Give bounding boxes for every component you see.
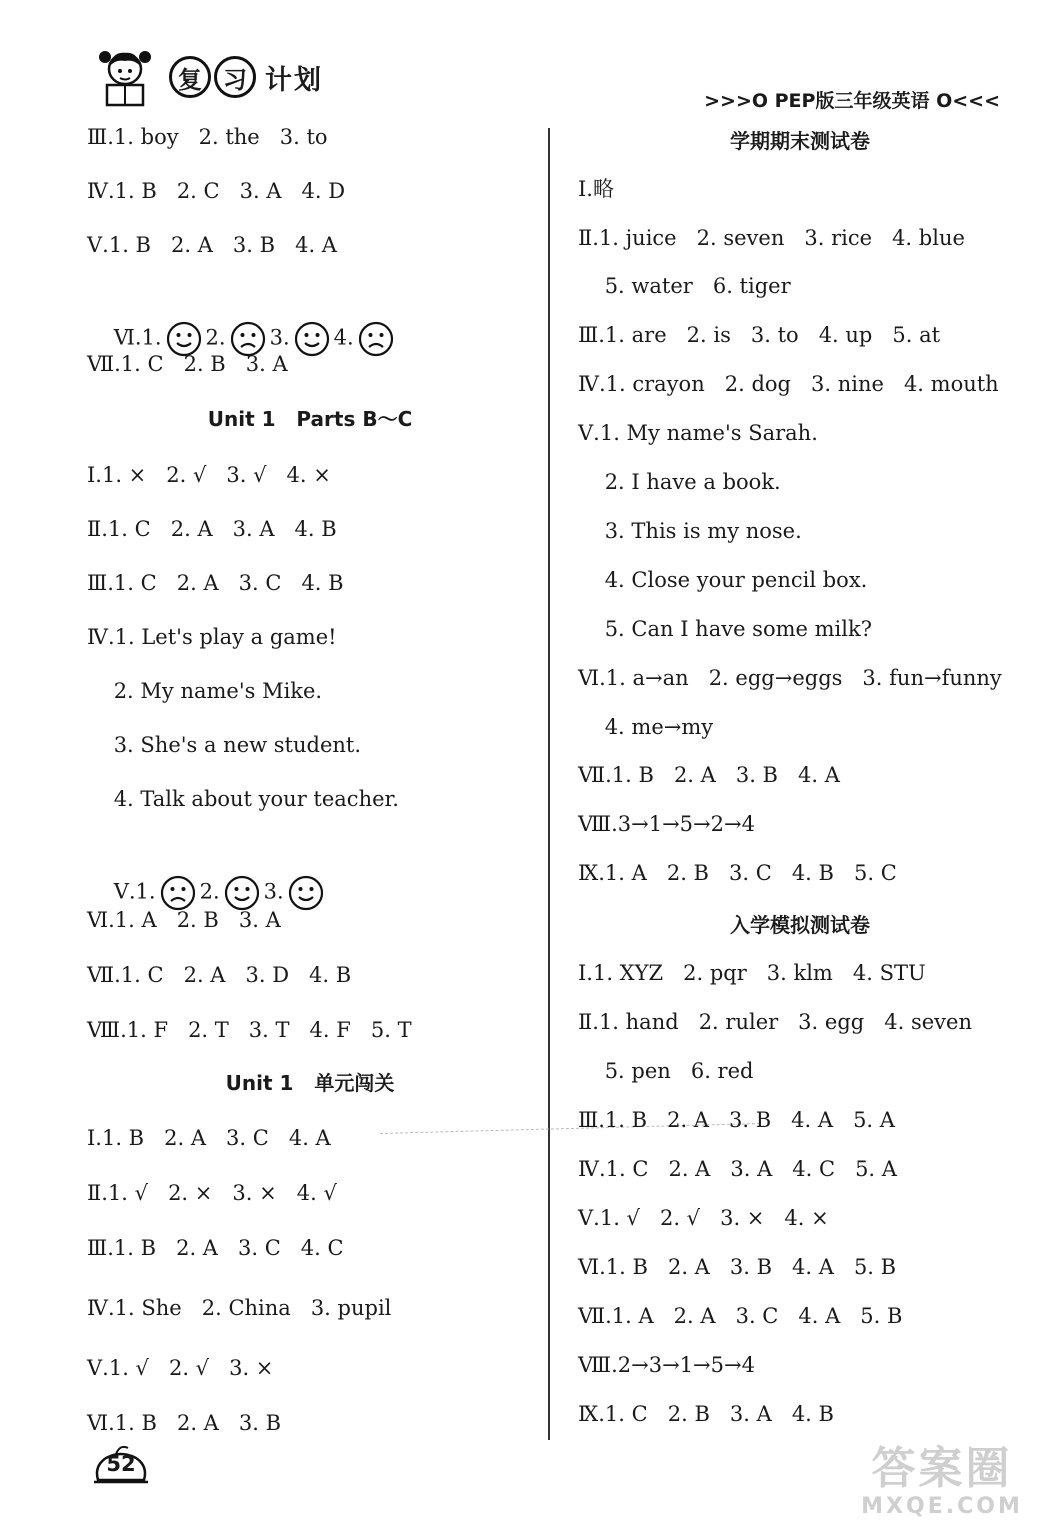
answer-line: 4. me→my [578, 715, 714, 739]
face-num: 3. [269, 325, 290, 350]
section-heading: Unit 1 单元闯关 [225, 1071, 395, 1095]
answer-line: Ⅱ.1. juice 2. seven 3. rice 4. blue [578, 226, 965, 250]
title-char-2: 习 [214, 56, 256, 98]
answer-line: 2. I have a book. [578, 470, 781, 494]
answer-line: Ⅸ.1. A 2. B 3. C 4. B 5. C [578, 861, 897, 885]
face-num: 2. [199, 879, 220, 904]
face-line-prefix: Ⅴ.1. [113, 879, 156, 904]
smiley-face-icon [288, 875, 324, 911]
column-divider [548, 128, 550, 1440]
answer-line: Ⅵ.1. A 2. B 3. A [87, 908, 281, 932]
answer-line: Ⅶ.1. C 2. A 3. D 4. B [87, 963, 352, 987]
answer-line: Ⅴ.1. My name's Sarah. [578, 421, 818, 445]
answer-line: Ⅲ.1. C 2. A 3. C 4. B [87, 571, 344, 595]
answer-line: Ⅰ.1. × 2. √ 3. √ 4. × [87, 463, 331, 487]
watermark-url: MXQE.COM [861, 1494, 1023, 1519]
answer-line: 4. Talk about your teacher. [87, 787, 399, 811]
watermark-logo-text: 答案圈 [871, 1443, 1013, 1494]
answer-line: Ⅷ.1. F 2. T 3. T 4. F 5. T [87, 1018, 412, 1042]
face-line-prefix: Ⅵ.1. [113, 325, 162, 350]
book-title [169, 56, 323, 98]
section-heading: 学期期末测试卷 [730, 129, 870, 153]
face-num: 2. [205, 325, 226, 350]
answer-line: Ⅵ.1. a→an 2. egg→eggs 3. fun→funny [578, 666, 1002, 690]
answer-line: Ⅶ.1. A 2. A 3. C 4. A 5. B [578, 1304, 903, 1328]
answer-line: Ⅳ.1. Let's play a game! [87, 625, 337, 649]
answer-line: Ⅸ.1. C 2. B 3. A 4. B [578, 1402, 834, 1426]
answer-line: Ⅰ.1. B 2. A 3. C 4. A [87, 1126, 331, 1150]
section-heading: Unit 1 Parts B～C [207, 407, 413, 431]
answer-line: Ⅵ.1. B 2. A 3. B [87, 1411, 282, 1435]
answer-line: Ⅲ.1. boy 2. the 3. to [87, 125, 328, 149]
answer-line: Ⅲ.1. B 2. A 3. B 4. A 5. A [578, 1108, 895, 1132]
answer-line: Ⅳ.1. C 2. A 3. A 4. C 5. A [578, 1157, 897, 1181]
answer-line: 5. water 6. tiger [578, 274, 791, 298]
face-num: 4. [333, 325, 354, 350]
answer-line: 2. My name's Mike. [87, 679, 323, 703]
answer-line: Ⅴ.1. √ 2. √ 3. × 4. × [578, 1206, 829, 1230]
answer-line: Ⅰ.略 [578, 177, 614, 201]
answer-line: Ⅰ.1. XYZ 2. pqr 3. klm 4. STU [578, 961, 926, 985]
answer-line: 5. Can I have some milk? [578, 617, 872, 641]
answer-line: 4. Close your pencil box. [578, 568, 868, 592]
answer-line: Ⅴ.1. √ 2. √ 3. × [87, 1356, 274, 1380]
section-heading: 入学模拟测试卷 [730, 913, 870, 937]
answer-line: Ⅶ.1. C 2. B 3. A [87, 352, 288, 376]
title-char-1: 复 [169, 56, 211, 98]
answer-line: Ⅳ.1. crayon 2. dog 3. nine 4. mouth [578, 372, 999, 396]
series-label: >>>O PEP版三年级英语 O<<< [704, 90, 1000, 112]
answer-line: 5. pen 6. red [578, 1059, 754, 1083]
girl-reading-icon [95, 45, 155, 109]
answer-line: Ⅷ.2→3→1→5→4 [578, 1353, 755, 1377]
answer-line: Ⅱ.1. √ 2. × 3. × 4. √ [87, 1181, 337, 1205]
answer-line: Ⅵ.1. B 2. A 3. B 4. A 5. B [578, 1255, 897, 1279]
answer-line: Ⅴ.1. B 2. A 3. B 4. A [87, 233, 337, 257]
answer-line: Ⅱ.1. hand 2. ruler 3. egg 4. seven [578, 1010, 972, 1034]
answer-line: Ⅷ.3→1→5→2→4 [578, 812, 755, 836]
smiley-face-icon [294, 321, 330, 357]
sad-face-icon [358, 321, 394, 357]
answer-line: Ⅳ.1. B 2. C 3. A 4. D [87, 179, 346, 203]
answer-line: 3. She's a new student. [87, 733, 362, 757]
title-rest: 计划 [265, 64, 323, 96]
answer-line: Ⅳ.1. She 2. China 3. pupil [87, 1296, 392, 1320]
answer-line: Ⅶ.1. B 2. A 3. B 4. A [578, 763, 840, 787]
answer-line: Ⅲ.1. are 2. is 3. to 4. up 5. at [578, 323, 941, 347]
face-num: 3. [263, 879, 284, 904]
header-logo [95, 42, 323, 112]
answer-line: Ⅱ.1. C 2. A 3. A 4. B [87, 517, 337, 541]
answer-line: Ⅲ.1. B 2. A 3. C 4. C [87, 1236, 344, 1260]
answer-line: 3. This is my nose. [578, 519, 802, 543]
site-watermark [847, 1444, 1037, 1526]
page-number: 52 [106, 1452, 136, 1476]
